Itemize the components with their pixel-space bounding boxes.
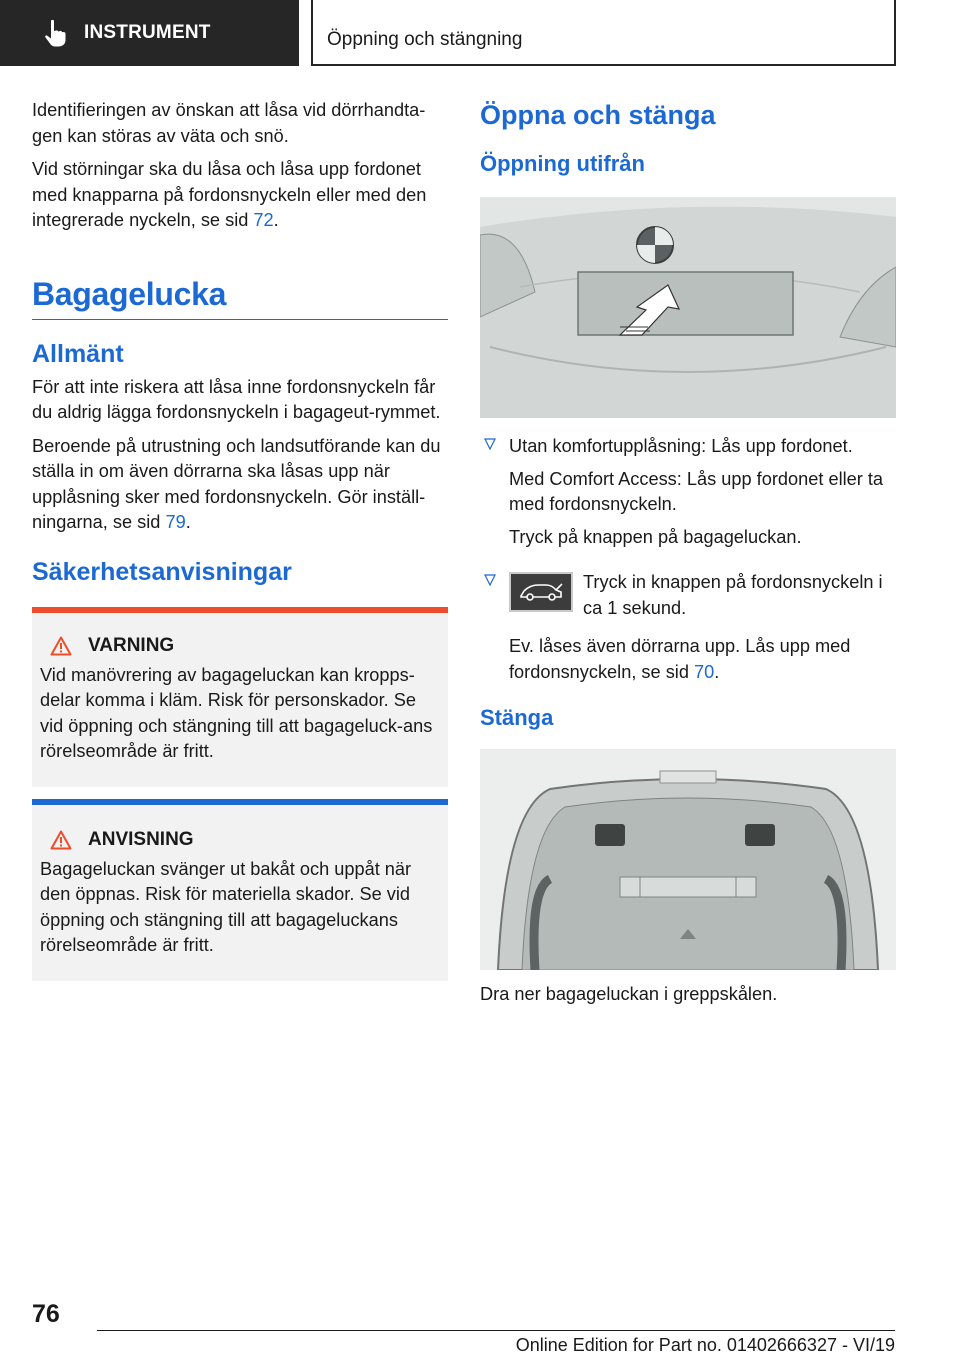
intro-paragraph-2-end: . (273, 210, 279, 230)
notice-title (40, 829, 440, 851)
triangle-bullet-icon (484, 438, 496, 450)
edition-footer: Online Edition for Part no. 01402666327 - VI/19 (515, 1335, 895, 1355)
list-item (480, 570, 896, 685)
step2-extra (509, 634, 896, 685)
warning-label: VARNING (88, 634, 175, 656)
general-paragraph-2 (32, 434, 448, 536)
intro-paragraph-2-text: Vid störningar ska du låsa och låsa upp fordonet med knapparna på fordonsnyckeln eller med den integrerade nyckeln, se sid (32, 159, 427, 230)
chapter-title: Öppning och stängning (327, 29, 523, 50)
trunk-interior-image (480, 749, 896, 970)
page-link-70[interactable]: 70 (694, 661, 715, 682)
step2-extra-text: Ev. låses även dörrarna upp. Lås upp med fordonsnyckeln, se sid (509, 636, 851, 682)
intro-paragraph-1: Identifieringen av önskan att låsa vid dörrhandta-gen kan störas av väta och snö. (32, 100, 426, 146)
step2-extra-end: . (714, 661, 720, 682)
right-column (480, 100, 896, 1016)
pointing-hand-icon (40, 18, 70, 48)
page-number: 76 (32, 1300, 60, 1328)
general-paragraph-2-end: . (185, 512, 191, 532)
step1-line1: Utan komfortupplåsning: Lås upp fordonet. (509, 436, 853, 456)
heading-sakerhetsanvisningar: Säkerhetsanvisningar (32, 557, 292, 586)
page-link-72[interactable]: 72 (253, 210, 274, 230)
heading-oppning-utifran: Öppning utifrån (480, 151, 645, 176)
open-steps-list (480, 434, 896, 685)
trunk-exterior-image (480, 197, 896, 418)
left-column (32, 98, 448, 981)
heading-stanga: Stänga (480, 705, 554, 730)
notice-box (32, 799, 448, 981)
warning-triangle-icon (50, 636, 72, 656)
trunk-key-button-icon (509, 572, 573, 612)
warning-text: Vid manövrering av bagageluckan kan kropps-delar komma i kläm. Risk för personskador. Se vid öppning och stängning till att bagageluck-ans rörelseområde är fritt. (40, 664, 433, 761)
heading-allmant: Allmänt (32, 339, 124, 368)
key-button-row (509, 570, 896, 628)
intro-paragraph-2 (32, 157, 448, 234)
chapter-header (311, 0, 896, 66)
list-item (480, 434, 896, 550)
general-paragraph-1: För att inte riskera att låsa inne fordonsnyckeln får du aldrig lägga fordonsnyckeln i bagageut-rymmet. (32, 376, 441, 422)
step1-line2: Med Comfort Access: Lås upp fordonet eller ta med fordonsnyckeln. (509, 468, 884, 514)
step1-line3: Tryck på knappen på bagageluckan. (509, 526, 802, 547)
general-paragraph-2-text: Beroende på utrustning och landsutförande kan du ställa in om även dörrarna ska låsas upp när upplåsning sker med fordonsnyckeln. Gör inställ-ningarna, se sid (32, 435, 441, 532)
footer-divider (97, 1330, 895, 1331)
notice-text: Bagageluckan svänger ut bakåt och uppåt när den öppnas. Risk för materiella skador. Se vid öppning och stängning till att bagageluckans rörelseområde är fritt. (40, 858, 412, 955)
notice-triangle-icon (50, 830, 72, 850)
triangle-bullet-icon (484, 574, 496, 586)
close-caption: Dra ner bagageluckan i greppskålen. (480, 984, 778, 1004)
chapter-heading-bagagelucka: Bagagelucka (32, 276, 448, 320)
notice-label: ANVISNING (88, 828, 194, 850)
heading-oppna-och-stanga: Öppna och stänga (480, 100, 716, 130)
warning-title (40, 635, 440, 657)
section-title: INSTRUMENT (84, 22, 211, 43)
step2-text: Tryck in knappen på fordonsnyckeln i ca 1 sekund. (583, 572, 883, 618)
section-tab (0, 0, 299, 66)
page-link-79[interactable]: 79 (165, 512, 186, 532)
warning-box (32, 607, 448, 787)
